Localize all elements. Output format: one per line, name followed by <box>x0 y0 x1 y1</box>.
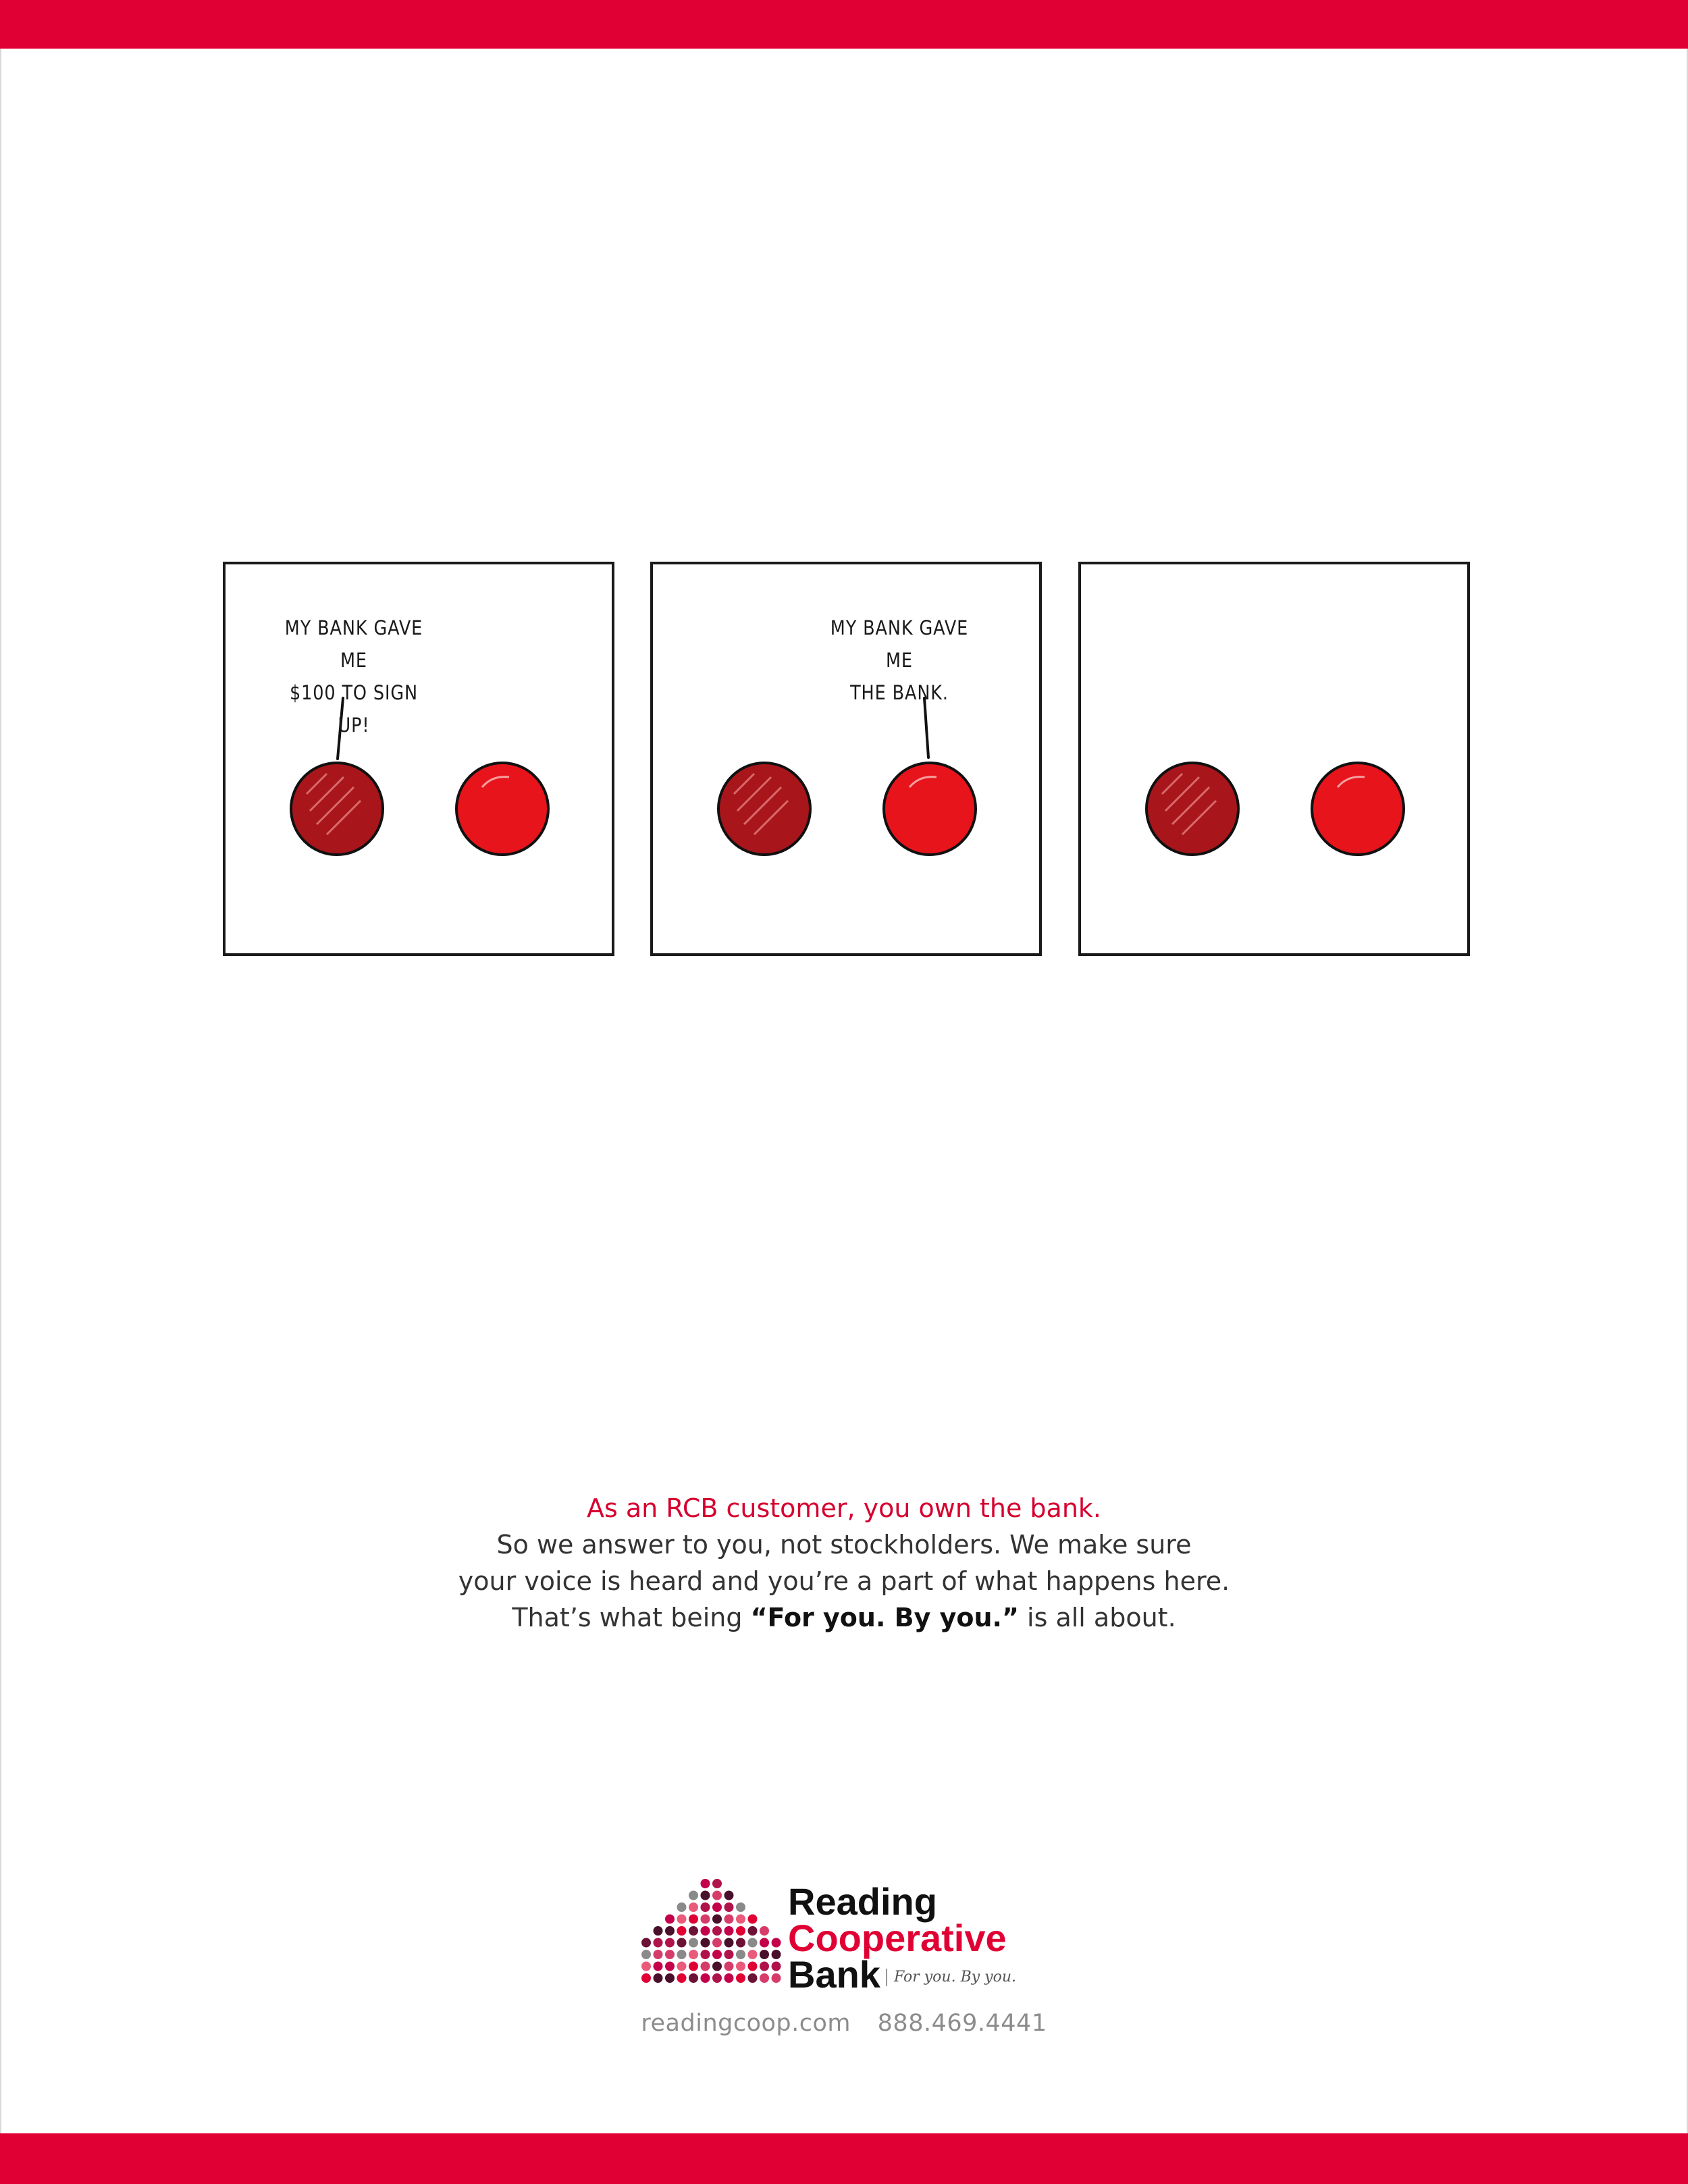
logo-dot <box>701 1950 710 1959</box>
logo-dot <box>760 1950 769 1959</box>
logo-dot <box>736 1962 745 1971</box>
logo-dot <box>760 1938 769 1948</box>
logo-dot <box>677 1926 687 1936</box>
logo-dot <box>641 1950 651 1959</box>
logo-dot <box>665 1938 675 1948</box>
reading-cooperative-bank-logo[interactable] <box>638 1863 1070 1996</box>
logo-dot <box>689 1926 698 1936</box>
copy-line-3 <box>0 1599 1688 1636</box>
logo-dot <box>701 1962 710 1971</box>
comic-panel-2 <box>650 562 1042 956</box>
logo-dot <box>712 1902 722 1912</box>
logo-dot <box>665 1973 675 1983</box>
logo-dot <box>689 1891 698 1900</box>
logo-dot <box>724 1915 734 1924</box>
logo-dot <box>641 1938 651 1948</box>
logo-dot <box>654 1950 663 1959</box>
logo-dot <box>677 1938 687 1948</box>
logo-dot <box>677 1902 687 1912</box>
logo-dot <box>654 1938 663 1948</box>
logo-dot <box>665 1926 675 1936</box>
logo-dot <box>689 1950 698 1959</box>
logo-dot <box>654 1926 663 1936</box>
logo-dot <box>701 1891 710 1900</box>
logo-dot <box>712 1891 722 1900</box>
logo-dot <box>665 1950 675 1959</box>
logo-word-bank: Bank <box>788 1953 880 1996</box>
logo-dot <box>654 1973 663 1983</box>
phone-number[interactable]: 888.469.4441 <box>877 2010 1047 2037</box>
headline: As an RCB customer, you own the bank. <box>586 1493 1102 1523</box>
panel-3-art <box>1081 564 1467 953</box>
logo-dot <box>736 1938 745 1948</box>
contact-line <box>0 2010 1688 2037</box>
logo-dot <box>677 1915 687 1924</box>
logo-dot <box>724 1962 734 1971</box>
slogan-emphasis: “For you. By you.” <box>750 1603 1019 1632</box>
logo-dot <box>772 1938 781 1948</box>
logo-dot <box>736 1950 745 1959</box>
logo-dot <box>724 1950 734 1959</box>
logo-dot <box>701 1938 710 1948</box>
logo-dot <box>641 1962 651 1971</box>
logo-word-cooperative: Cooperative <box>788 1917 1007 1959</box>
logo-dot <box>760 1926 769 1936</box>
logo-word-reading: Reading <box>788 1880 937 1923</box>
copy-line-3-start: That’s what being <box>512 1603 751 1632</box>
logo-dot <box>712 1915 722 1924</box>
logo-dot <box>748 1950 758 1959</box>
logo-dot <box>748 1926 758 1936</box>
logo-dot <box>748 1915 758 1924</box>
logo-dot <box>665 1962 675 1971</box>
logo-dot <box>712 1938 722 1948</box>
logo-dot <box>712 1879 722 1888</box>
logo-dot <box>677 1950 687 1959</box>
logo-dot <box>701 1902 710 1912</box>
speech-line: $100 TO SIGN UP! <box>290 681 418 737</box>
speech-line: MY BANK GAVE ME <box>830 616 969 672</box>
copy-line-3-end: is all about. <box>1018 1603 1176 1632</box>
logo-dot <box>748 1973 758 1983</box>
logo-dot <box>641 1973 651 1983</box>
logo-dot <box>772 1973 781 1983</box>
speech-bubble-text-2 <box>828 612 970 709</box>
logo-dot <box>748 1962 758 1971</box>
logo-dot <box>736 1926 745 1936</box>
logo-dot <box>712 1962 722 1971</box>
logo-dot <box>712 1926 722 1936</box>
logo-dot <box>654 1962 663 1971</box>
logo-dot <box>701 1879 710 1888</box>
logo-dot <box>712 1950 722 1959</box>
logo-dot <box>724 1973 734 1983</box>
logo-dot <box>724 1902 734 1912</box>
ad-body-copy <box>0 1490 1688 1636</box>
speech-line: MY BANK GAVE ME <box>284 616 423 672</box>
logo-dot <box>736 1973 745 1983</box>
logo-tagline: For you. By you. <box>886 1969 1016 1986</box>
logo-dot <box>701 1915 710 1924</box>
logo-dot <box>665 1915 675 1924</box>
logo-dot <box>689 1938 698 1948</box>
logo-dot <box>701 1973 710 1983</box>
logo-dot <box>712 1973 722 1983</box>
logo-dot <box>724 1926 734 1936</box>
logo-dot <box>748 1938 758 1948</box>
bottom-red-band <box>0 2133 1688 2184</box>
logo-dot <box>772 1950 781 1959</box>
logo-dot <box>760 1973 769 1983</box>
dot-house-icon <box>638 1863 787 1992</box>
logo-dot <box>677 1962 687 1971</box>
logo-dot <box>701 1926 710 1936</box>
logo-dot <box>689 1915 698 1924</box>
logo-dot <box>689 1902 698 1912</box>
logo-dot <box>760 1962 769 1971</box>
logo-dot <box>689 1973 698 1983</box>
copy-line-2: your voice is heard and you’re a part of what happens here. <box>458 1566 1230 1596</box>
logo-dot <box>772 1962 781 1971</box>
comic-panel-1 <box>223 562 614 956</box>
top-red-band <box>0 0 1688 49</box>
logo-dot <box>677 1973 687 1983</box>
logo-dot <box>689 1962 698 1971</box>
logo-dot <box>736 1902 745 1912</box>
logo-dot <box>736 1915 745 1924</box>
copy-line-1: So we answer to you, not stockholders. We make sure <box>496 1530 1192 1560</box>
logo-dot <box>724 1891 734 1900</box>
logo-wordmark <box>788 1880 1017 1996</box>
speech-bubble-text-1 <box>282 612 425 741</box>
logo-dot <box>724 1938 734 1948</box>
speech-line: THE BANK. <box>850 681 949 704</box>
comic-panel-3 <box>1078 562 1470 956</box>
website-link[interactable]: readingcoop.com <box>641 2010 851 2037</box>
